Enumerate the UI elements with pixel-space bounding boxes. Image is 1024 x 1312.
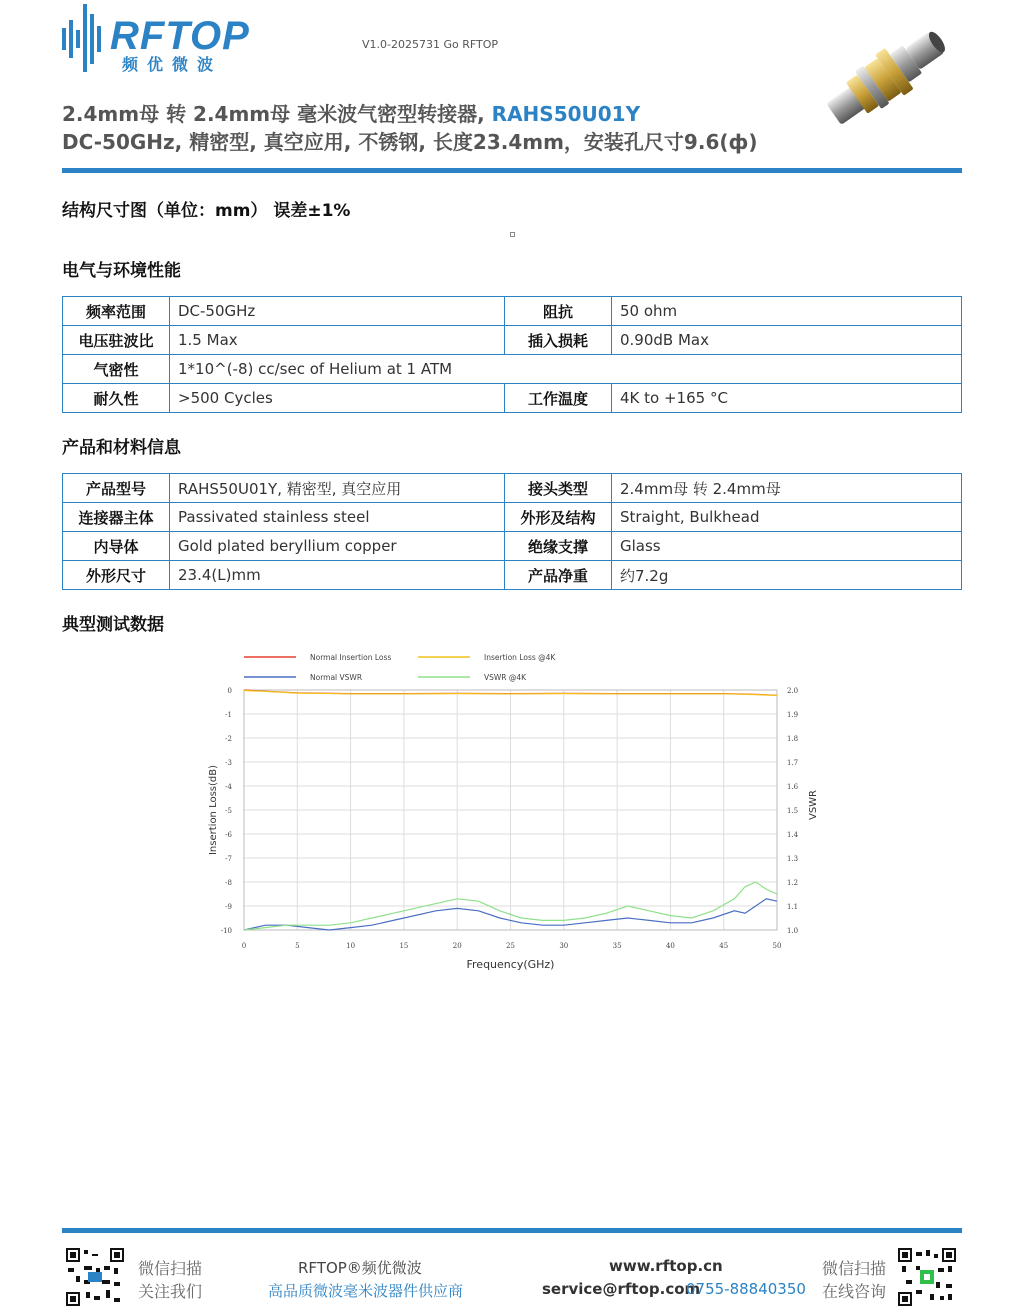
y-left-tick-label: -1	[225, 711, 232, 719]
y-right-tick-label: 1.7	[787, 759, 799, 767]
legend-label: Normal Insertion Loss	[310, 653, 392, 662]
y-right-tick-label: 1.3	[787, 855, 799, 863]
product-photo	[812, 12, 962, 142]
follow-us-label: 关注我们	[138, 1282, 203, 1301]
y-left-tick-label: -3	[225, 759, 232, 767]
section-product: 产品和材料信息	[62, 438, 181, 458]
table-key: 产品净重	[505, 561, 612, 590]
table-value: Passivated stainless steel	[170, 503, 505, 532]
y-left-tick-label: -4	[225, 783, 232, 791]
logo-text: RFTOP	[110, 14, 250, 58]
table-value: Glass	[612, 532, 962, 561]
tagline: 高品质微波毫米波器件供应商	[268, 1282, 464, 1300]
table-value: Straight, Bulkhead	[612, 503, 962, 532]
table-value: RAHS50U01Y, 精密型, 真空应用	[170, 474, 505, 503]
table-value: 2.4mm母 转 2.4mm母	[612, 474, 962, 503]
rftop-logo-mark	[62, 4, 104, 72]
legend-label: Insertion Loss @4K	[484, 653, 556, 662]
table-key: 绝缘支撑	[505, 532, 612, 561]
dimension-drawing-placeholder	[510, 232, 515, 237]
table-key: 外形及结构	[505, 503, 612, 532]
x-tick-label: 35	[612, 942, 622, 950]
wechat-scan-label-2: 微信扫描	[822, 1259, 887, 1278]
title-line-2: DC-50GHz, 精密型, 真空应用, 不锈钢, 长度23.4mm，安装孔尺寸9.6(ф)	[62, 130, 758, 154]
x-tick-label: 10	[346, 942, 356, 950]
y-left-tick-label: -9	[225, 903, 232, 911]
table-key: 连接器主体	[63, 503, 170, 532]
table-key: 插入损耗	[505, 326, 612, 355]
website-link[interactable]: www.rftop.cn	[609, 1257, 723, 1275]
x-tick-label: 25	[506, 942, 515, 950]
table-row	[63, 297, 962, 326]
table-value: 50 ohm	[612, 297, 962, 326]
x-tick-label: 20	[452, 942, 462, 950]
version-label: V1.0-2025731 Go RFTOP	[362, 38, 499, 51]
table-row	[63, 384, 962, 413]
model-number: RAHS50U01Y	[491, 102, 641, 126]
logo-subtitle: 频优微波	[122, 55, 223, 74]
x-tick-label: 30	[559, 942, 569, 950]
x-tick-label: 5	[295, 942, 300, 950]
x-tick-label: 45	[719, 942, 729, 950]
y-left-axis-label: Insertion Loss(dB)	[208, 764, 219, 856]
y-left-tick-label: -8	[225, 879, 232, 887]
table-row	[63, 326, 962, 355]
qr-code-follow	[66, 1248, 124, 1306]
y-right-tick-label: 1.4	[787, 831, 799, 839]
table-key: 频率范围	[63, 297, 170, 326]
table-value: 23.4(L)mm	[170, 561, 505, 590]
electrical-table	[62, 296, 962, 413]
table-key: 接头类型	[505, 474, 612, 503]
qr-code-consult	[898, 1248, 956, 1306]
y-right-tick-label: 1.6	[787, 783, 799, 791]
y-right-tick-label: 1.8	[787, 735, 799, 743]
y-left-tick-label: -5	[225, 807, 232, 815]
section-dimension: 结构尺寸图（单位：mm） 误差±1%	[62, 201, 351, 221]
table-value: 1*10^(-8) cc/sec of Helium at 1 ATM	[170, 355, 962, 384]
table-row	[63, 474, 962, 503]
y-right-tick-label: 1.9	[787, 711, 799, 719]
table-value: 4K to +165 °C	[612, 384, 962, 413]
table-key: 内导体	[63, 532, 170, 561]
table-value: >500 Cycles	[170, 384, 505, 413]
table-key: 耐久性	[63, 384, 170, 413]
table-value: 1.5 Max	[170, 326, 505, 355]
wechat-scan-label: 微信扫描	[138, 1259, 203, 1278]
table-key: 工作温度	[505, 384, 612, 413]
table-value: Gold plated beryllium copper	[170, 532, 505, 561]
x-tick-label: 50	[772, 942, 782, 950]
legend-label: VSWR @4K	[484, 673, 527, 682]
section-test-data: 典型测试数据	[62, 615, 164, 635]
y-left-tick-label: -10	[220, 927, 232, 935]
table-value: DC-50GHz	[170, 297, 505, 326]
y-left-tick-label: -7	[225, 855, 232, 863]
phone-number: 0755-88840350	[686, 1280, 806, 1298]
email-link[interactable]: service@rftop.com	[542, 1280, 701, 1298]
title-prefix: 2.4mm母 转 2.4mm母 毫米波气密型转接器,	[62, 102, 492, 126]
section-electrical: 电气与环境性能	[62, 261, 181, 281]
x-tick-label: 40	[665, 942, 675, 950]
table-key: 气密性	[63, 355, 170, 384]
table-row	[63, 355, 962, 384]
brand-name: RFTOP®频优微波	[298, 1259, 422, 1277]
title-line-1	[62, 98, 640, 127]
x-axis-label: Frequency(GHz)	[466, 958, 555, 971]
y-right-tick-label: 1.2	[787, 879, 799, 887]
y-left-tick-label: -6	[225, 831, 232, 839]
table-key: 外形尺寸	[63, 561, 170, 590]
y-right-axis-label: VSWR	[808, 789, 819, 821]
table-key: 产品型号	[63, 474, 170, 503]
product-table	[62, 473, 962, 590]
test-data-chart	[200, 640, 840, 980]
table-row	[63, 561, 962, 590]
y-right-tick-label: 1.1	[787, 903, 799, 911]
table-value: 约7.2g	[612, 561, 962, 590]
footer-divider	[62, 1228, 962, 1233]
legend-label: Normal VSWR	[310, 673, 363, 682]
table-key: 阻抗	[505, 297, 612, 326]
y-left-tick-label: 0	[227, 687, 232, 695]
table-row	[63, 503, 962, 532]
table-row	[63, 532, 962, 561]
y-right-tick-label: 1.5	[787, 807, 799, 815]
x-tick-label: 15	[399, 942, 409, 950]
y-right-tick-label: 1.0	[787, 927, 799, 935]
header-divider	[62, 168, 962, 173]
table-key: 电压驻波比	[63, 326, 170, 355]
y-right-tick-label: 2.0	[787, 687, 799, 695]
online-consult-label: 在线咨询	[822, 1282, 887, 1301]
x-tick-label: 0	[241, 942, 247, 950]
table-value: 0.90dB Max	[612, 326, 962, 355]
y-left-tick-label: -2	[225, 735, 232, 743]
